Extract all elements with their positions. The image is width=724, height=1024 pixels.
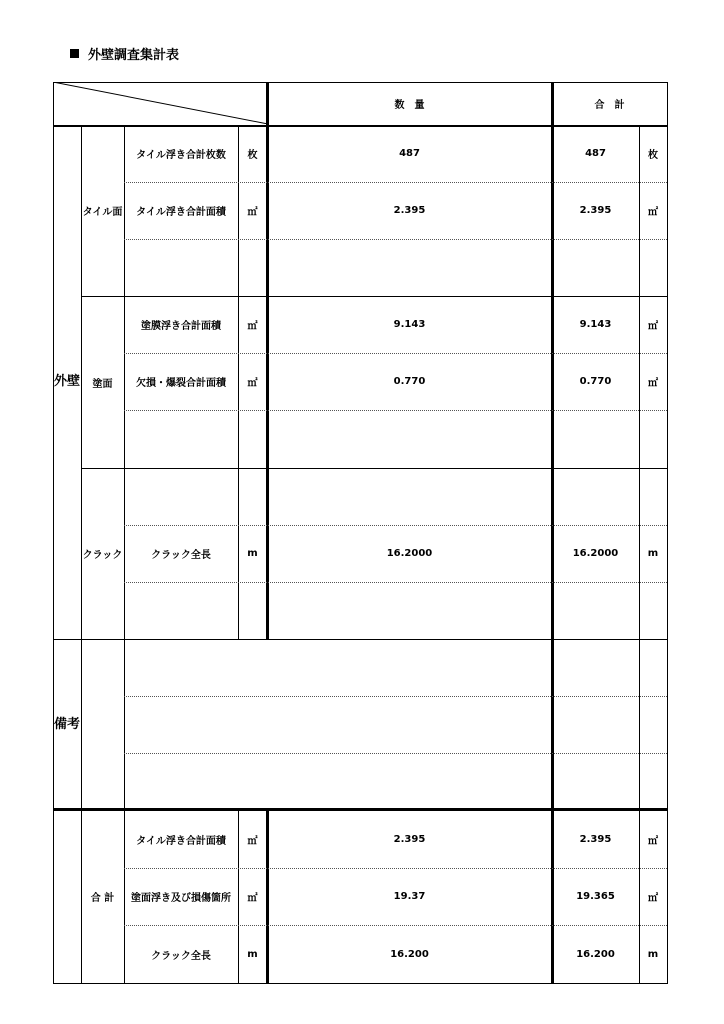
item-total-unit-text: ㎡	[648, 207, 658, 218]
item-unit	[238, 125, 267, 182]
header-quantity	[267, 82, 552, 125]
item-quantity-text: 9.143	[393, 319, 426, 330]
group-tile-label	[81, 125, 124, 296]
summary-item-unit	[238, 810, 267, 868]
summary-item-name-text: 塗面浮き及び損傷箇所	[131, 893, 231, 904]
group-crack-label	[81, 468, 124, 639]
summary-item-total	[552, 868, 639, 925]
summary-item-quantity	[267, 868, 552, 925]
row-dotted-separator	[124, 582, 667, 583]
item-total-text: 0.770	[579, 376, 612, 387]
item-quantity-text: 16.2000	[386, 548, 433, 559]
row-dotted-separator	[124, 239, 667, 240]
item-unit-text: ㎡	[247, 207, 258, 218]
title-text: 外壁調査集計表	[88, 48, 180, 63]
item-name-text: 欠損・爆裂合計面積	[136, 378, 226, 389]
item-total-text: 9.143	[579, 319, 612, 330]
summary-item-unit	[238, 925, 267, 983]
summary-item-total-unit	[639, 868, 667, 925]
header-diagonal-line	[53, 82, 268, 124]
item-quantity	[267, 296, 552, 353]
item-name-text: 塗膜浮き合計面積	[141, 321, 221, 332]
item-unit	[238, 353, 267, 410]
summary-item-unit-text: m	[247, 948, 258, 960]
summary-item-unit	[238, 868, 267, 925]
section-outer-wall-label-text: 外壁	[53, 374, 80, 389]
summary-item-total-unit-text: m	[647, 948, 659, 960]
item-quantity-text: 2.395	[393, 205, 426, 216]
item-quantity	[267, 525, 552, 582]
summary-item-quantity-text: 19.37	[393, 891, 426, 902]
item-quantity-text: 487	[399, 148, 420, 159]
summary-item-quantity	[267, 925, 552, 983]
item-total-text: 487	[585, 148, 606, 159]
summary-item-total	[552, 925, 639, 983]
item-total-unit	[639, 353, 667, 410]
summary-label	[81, 810, 124, 983]
item-quantity	[267, 182, 552, 239]
item-quantity-text: 0.770	[393, 376, 426, 387]
item-total-unit	[639, 125, 667, 182]
item-total-unit	[639, 296, 667, 353]
summary-item-total-unit	[639, 925, 667, 983]
item-name	[124, 525, 238, 582]
header-total-text: 合 計	[594, 100, 625, 111]
summary-item-total-text: 19.365	[576, 891, 615, 902]
item-name-text: タイル浮き合計面積	[136, 207, 226, 218]
item-total-unit	[639, 525, 667, 582]
remarks-col-border	[124, 639, 125, 810]
item-name	[124, 125, 238, 182]
item-total	[552, 525, 639, 582]
summary-item-quantity-text: 2.395	[393, 833, 426, 845]
item-unit-text: m	[247, 548, 258, 559]
section-outer-wall-label	[53, 125, 81, 639]
item-total-unit	[639, 182, 667, 239]
group-separator	[81, 468, 667, 469]
row-dotted-separator	[124, 410, 667, 411]
item-quantity	[267, 125, 552, 182]
item-unit-text: 枚	[247, 150, 258, 161]
item-total-text: 2.395	[579, 205, 612, 216]
summary-item-name	[124, 925, 238, 983]
summary-item-name	[124, 810, 238, 868]
item-total-text: 16.2000	[572, 548, 619, 559]
item-unit	[238, 296, 267, 353]
header-quantity-text: 数 量	[394, 100, 425, 111]
item-total	[552, 296, 639, 353]
group-tile-label-text: タイル面	[82, 207, 123, 218]
summary-item-total-unit-text: ㎡	[648, 835, 658, 847]
item-name	[124, 182, 238, 239]
item-name-text: タイル浮き合計枚数	[136, 150, 226, 161]
item-unit	[238, 182, 267, 239]
remarks-separator	[53, 639, 667, 640]
summary-item-name	[124, 868, 238, 925]
summary-item-name-text: クラック全長	[151, 950, 211, 962]
item-name	[124, 353, 238, 410]
summary-item-quantity	[267, 810, 552, 868]
summary-item-total-unit-text: ㎡	[648, 893, 658, 904]
summary-item-total-unit	[639, 810, 667, 868]
table-right-border	[667, 82, 668, 984]
item-quantity	[267, 353, 552, 410]
summary-item-unit-text: ㎡	[247, 893, 258, 904]
item-name	[124, 296, 238, 353]
row-dotted-separator	[124, 753, 667, 754]
row-dotted-separator	[124, 696, 667, 697]
item-total-unit-text: ㎡	[648, 378, 658, 389]
table-bottom-border	[53, 983, 667, 984]
remarks-label	[53, 639, 81, 810]
summary-item-name-text: タイル浮き合計面積	[136, 835, 226, 847]
summary-item-total-text: 16.200	[576, 948, 615, 960]
header-total	[552, 82, 667, 125]
item-total	[552, 182, 639, 239]
item-total-unit-text: 枚	[648, 150, 658, 161]
group-paint-label-text: 塗面	[92, 378, 113, 390]
item-total-unit-text: m	[647, 548, 659, 559]
item-unit	[238, 525, 267, 582]
remarks-label-text: 備考	[53, 716, 80, 732]
summary-label-text: 合 計	[90, 893, 115, 904]
summary-item-total	[552, 810, 639, 868]
summary-item-total-text: 2.395	[579, 833, 612, 845]
summary-item-quantity-text: 16.200	[390, 948, 429, 960]
group-crack-label-text: クラック	[82, 550, 123, 561]
item-total	[552, 125, 639, 182]
item-total-unit-text: ㎡	[648, 321, 658, 332]
item-unit-text: ㎡	[247, 321, 258, 332]
group-paint-label	[81, 296, 124, 468]
summary-item-unit-text: ㎡	[247, 835, 258, 847]
item-name-text: クラック全長	[151, 550, 211, 561]
item-unit-text: ㎡	[247, 378, 258, 389]
item-total	[552, 353, 639, 410]
